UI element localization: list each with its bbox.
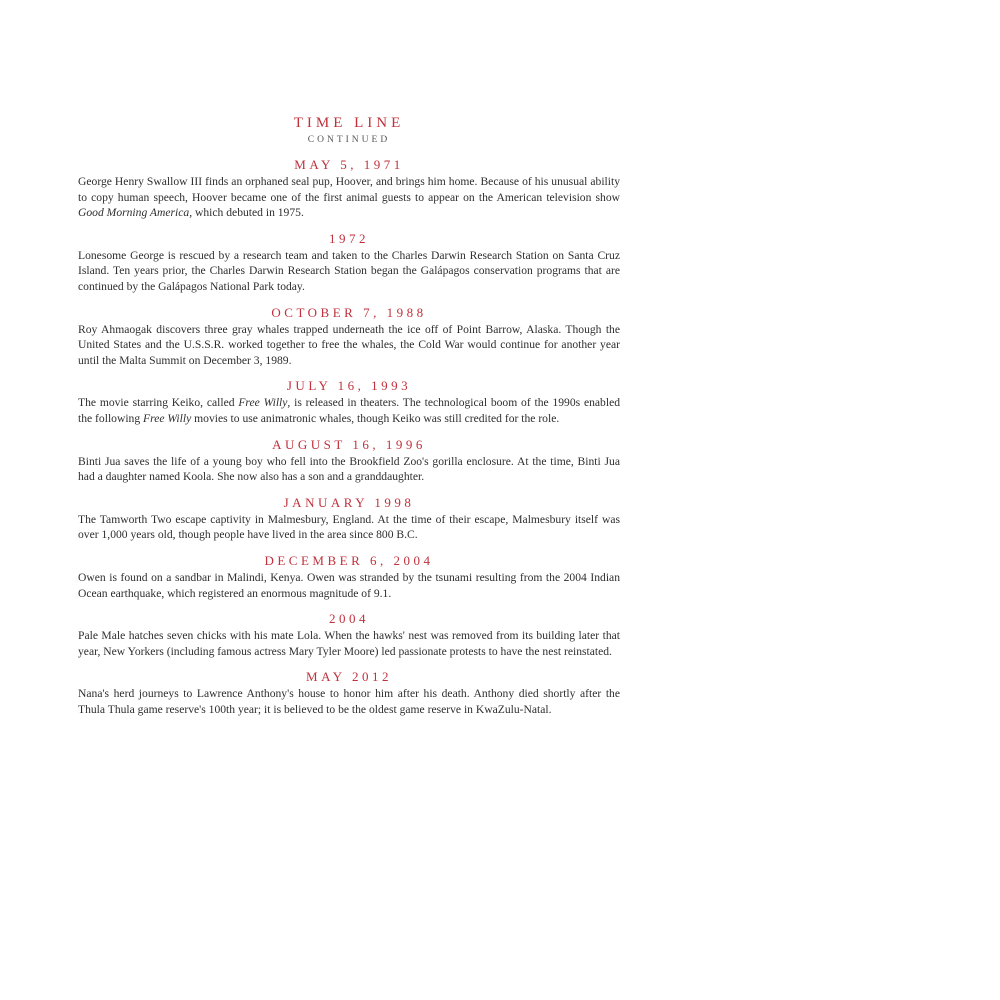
entry-text (78, 686, 620, 717)
entry-date: AUGUST 16, 1996 (272, 436, 426, 452)
timeline-entry-1971 (78, 157, 620, 221)
timeline-entry-1993 (78, 378, 620, 426)
entry-date: DECEMBER 6, 2004 (264, 552, 434, 568)
movie-title: Free Willy (143, 411, 192, 425)
entry-text-segment: Lonesome George is rescued by a research team and taken to the Charles Darwin Research Station on Santa Cruz Island. Ten years prior, the Charles Darwin Research Station began the Galápagos conservation programs that are continued by the Galápagos National Park today. (78, 248, 620, 293)
entry-date: JULY 16, 1993 (286, 378, 412, 394)
page-subtitle: CONTINUED (307, 135, 391, 145)
timeline-entry-1998 (78, 495, 620, 543)
entry-text-segment: Owen is found on a sandbar in Malindi, Kenya. Owen was stranded by the tsunami resulting from the 2004 Indian Ocean earthquake, which registered an enormous magnitude of 9.1. (78, 570, 620, 600)
entry-date: JANUARY 1998 (283, 494, 415, 510)
page-title: TIME LINE (293, 115, 405, 131)
entry-date: MAY 5, 1971 (294, 157, 404, 172)
timeline-heading (78, 114, 620, 147)
movie-title: Free Willy (238, 396, 288, 410)
entry-text-segment: , which debuted in 1975. (189, 206, 304, 220)
entry-text (78, 395, 620, 426)
timeline-entry-2012 (78, 669, 620, 717)
entry-date: OCTOBER 7, 1988 (271, 304, 427, 320)
entry-date: 1972 (329, 230, 369, 246)
entry-text-segment: Pale Male hatches seven chicks with his mate Lola. When the hawks' nest was removed from its building later that year, New Yorkers (including famous actress Mary Tyler Moore) led passionate protests to have the nest reinstated. (78, 629, 620, 658)
entry-text (78, 570, 620, 601)
entry-text-segment: George Henry Swallow III finds an orphaned seal pup, Hoover, and brings him home. Because of his unusual ability to copy human speech, Hoover became one of the first animal guests to appear on the American television show (78, 175, 620, 204)
entry-date: MAY 2012 (306, 669, 392, 685)
timeline-entry-dec-2004 (78, 553, 620, 601)
entry-text-segment: The movie starring Keiko, called (78, 396, 239, 410)
timeline-entry-1988 (78, 305, 620, 369)
timeline-entry-2004 (78, 611, 620, 659)
entry-text-segment: Nana's herd journeys to Lawrence Anthony's house to honor him after his death. Anthony died shortly after the Thula Thula game reserve's 100th year; it is believed to be the oldest game reserve in KwaZulu-Natal. (78, 687, 620, 716)
entry-date: 2004 (329, 611, 369, 627)
entry-text-segment: , is released in theaters. The technological boom of the 1990s enabled the following (78, 396, 621, 425)
entry-text (78, 512, 620, 543)
entry-text-segment: Roy Ahmaogak discovers three gray whales trapped underneath the ice off of Point Barrow, Alaska. Though the United States and the U.S.S.R. worked together to free the whales, the Cold War would continue for another year until the Malta Summit on December 3, 1989. (78, 322, 620, 367)
entry-text (78, 322, 620, 369)
entry-text (78, 174, 620, 221)
entry-text (78, 628, 620, 659)
entry-text (78, 454, 620, 485)
timeline-entry-1996 (78, 437, 620, 485)
show-title: Good Morning America (78, 206, 190, 220)
timeline-entry-1972 (78, 231, 620, 295)
entry-text-segment: Binti Jua saves the life of a young boy who fell into the Brookfield Zoo's gorilla enclosure. At the time, Binti Jua had a daughter named Koola. She now also has a son and a granddaughter. (78, 454, 620, 484)
timeline-page (78, 114, 620, 717)
entry-text-segment: movies to use animatronic whales, though Keiko was still credited for the role. (191, 411, 560, 425)
entry-text-segment: The Tamworth Two escape captivity in Malmesbury, England. At the time of their escape, Malmesbury itself was over 1,000 years old, though people have lived in the area since 800 B.C. (78, 512, 620, 542)
entry-text (78, 248, 620, 295)
